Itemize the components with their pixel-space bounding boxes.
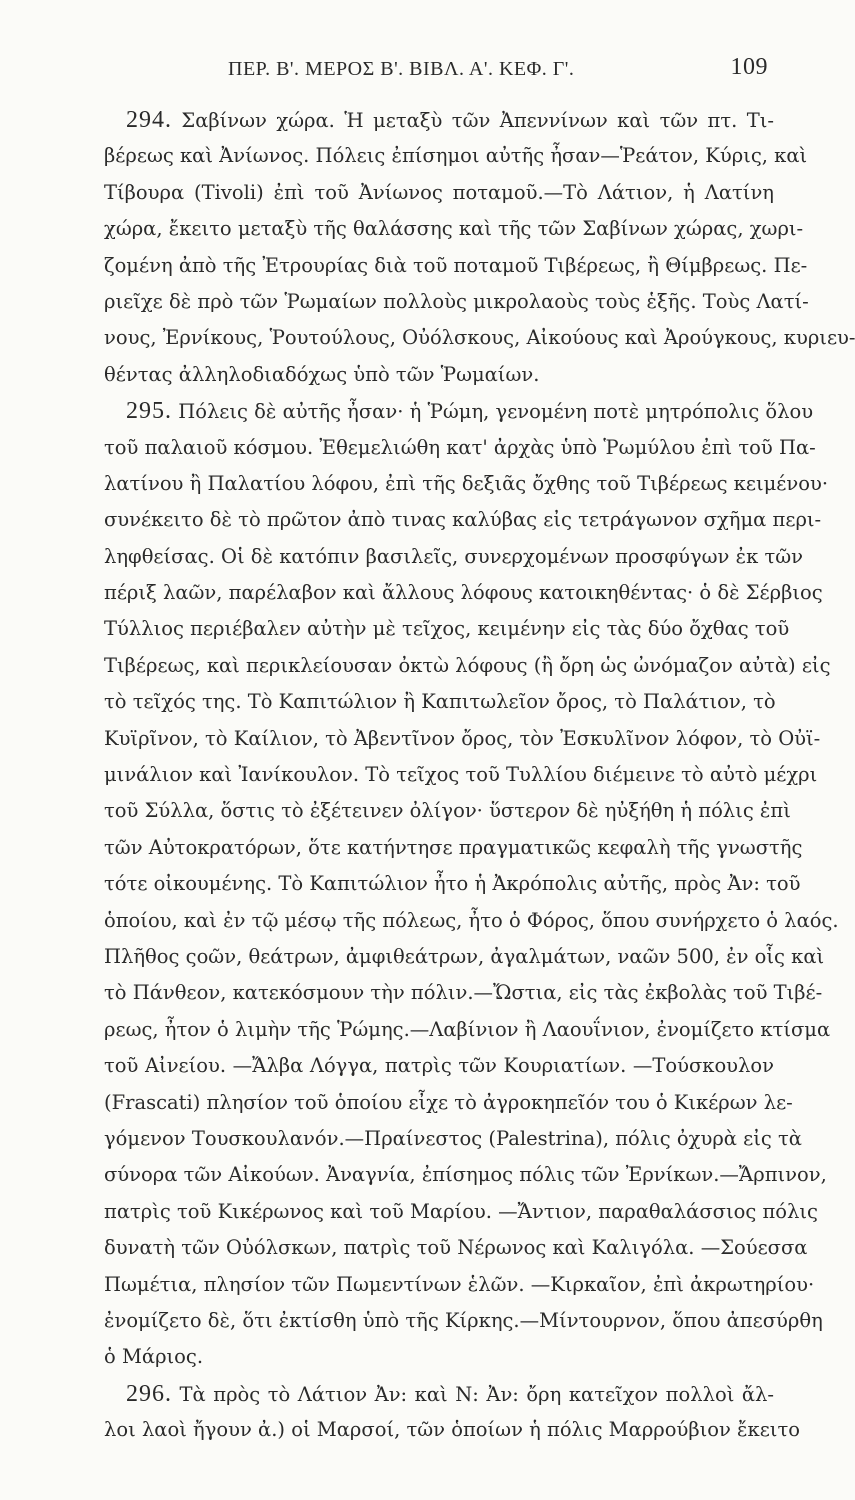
line-text: Σαβίνων χώρα. Ἡ μεταξὺ τῶν Ἀπεννίνων καὶ τῶν πτ. Τι- [172,109,774,132]
line-text: τότε οἰκουμένης. Τὸ Καπιτώλιον ἦτο ἡ Ἀκρόπολις αὐτῆς, πρὸς Ἀν: τοῦ [104,872,801,896]
text-line [104,575,823,611]
line-text: τοῦ Αἰνείου. —Ἄλβα Λόγγα, πατρὶς τῶν Κουριατίων. —Τούσκουλον [104,1054,774,1078]
line-text: ὁποίου, καὶ ἐν τῷ μέσῳ τῆς πόλεως, ἦτο ὁ Φόρος, ὅπου συνήρχετο ὁ λαός. [104,908,839,932]
line-text: Πόλεις δὲ αὐτῆς ἦσαν· ἡ Ῥώμη, γενομένη ποτὲ μητρόπολις ὅλου [172,400,814,424]
text-line [104,939,825,975]
line-text: Τύλλιος περιέβαλεν αὐτὴν μὲ τεῖχος, κειμένην εἰς τὰς δύο ὄχθας τοῦ [104,617,790,641]
line-text: Κυϊρῖνον, τὸ Καίλιον, τὸ Ἀβεντῖνον ὄρος, τὸν Ἐσκυλῖνον λόφον, τὸ Οὐϊ- [104,726,821,750]
line-text: ρεως, ἦτον ὁ λιμὴν τῆς Ῥώμης.—Λαβίνιον ἢ Λαουΐνιον, ἐνομίζετο κτίσμα [104,1017,831,1041]
paragraph-start-line [104,102,774,138]
text-line [104,684,774,720]
text-line [104,866,801,902]
line-text: ριεῖχε δὲ πρὸ τῶν Ῥωμαίων πολλοὺς μικρολαοὺς τοὺς ἑξῆς. Τοὺς Λατί- [104,289,809,313]
line-text: τοῦ Σύλλα, ὅστις τὸ ἐξέτεινεν ὀλίγον· ὕστερον δὲ ηὐξήθη ἡ πόλις ἐπὶ [104,799,791,823]
line-text: συνέκειτο δὲ τὸ πρῶτον ἀπὸ τινας καλύβας εἰς τετράγωνον σχῆμα περι- [104,508,822,532]
text-line [104,1157,827,1193]
text-line [104,1121,802,1157]
text-line [104,284,809,320]
section-number: 294. [126,107,172,133]
line-text: (Frascati) πλησίον τοῦ ὁποίου εἶχε τὸ ἀγροκηπεῖόν του ὁ Κικέρων λε- [104,1090,793,1114]
running-title: ΠΕΡ. Β'. ΜΕΡΟΣ Β'. ΒΙΒΛ. Α'. ΚΕΦ. Γ'. [228,58,575,80]
text-line [104,357,774,393]
page-header [108,54,768,90]
line-text: νους, Ἐρνίκους, Ῥουτούλους, Οὐόλσκους, Αἰκούους καὶ Ἀρούγκους, κυριευ- [104,326,855,350]
page-body [104,102,855,1448]
text-line [104,757,818,793]
line-text: τὸ τεῖχός της. Τὸ Καπιτώλιον ἢ Καπιτωλεῖον ὄρος, τὸ Παλάτιον, τὸ [104,690,776,714]
line-text: Τίβουρα (Tivoli) ἐπὶ τοῦ Ἀνίωνος ποταμοῦ.—Τὸ Λάτιον, ἡ Λατίνη [104,180,774,204]
text-line [104,211,804,247]
text-line [104,466,829,502]
line-text: Πλῆθος ςοῶν, θεάτρων, ἀμφιθεάτρων, ἀγαλμάτων, ναῶν 500, ἐν οἷς καὶ [104,944,825,968]
text-line [104,1012,831,1048]
line-text: Πωμέτια, πλησίον τῶν Πωμεντίνων ἑλῶν. —Κιρκαῖον, ἐπὶ ἀκρωτηρίου· [104,1272,815,1296]
line-text: ὁ Μάριος. [104,1345,204,1369]
text-line [104,793,791,829]
text-line [104,1230,808,1266]
text-line [104,1085,793,1121]
text-line [104,903,839,939]
paragraph-start-line [104,1376,774,1412]
text-line [104,502,822,538]
line-text: πατρὶς τοῦ Κικέρωνος καὶ τοῦ Μαρίου. —Ἄντιον, παραθαλάσσιος πόλις [104,1199,818,1223]
text-line [104,830,803,866]
line-text: πέριξ λαῶν, παρέλαβον καὶ ἄλλους λόφους κατοικηθέντας· ὁ δὲ Σέρβιος [104,581,823,605]
text-line [104,648,831,684]
line-text: Τιβέρεως, καὶ περικλείουσαν ὀκτὼ λόφους (ἢ ὄρη ὡς ὠνόμαζον αὐτὰ) εἰς [104,653,831,677]
line-text: σύνορα τῶν Αἰκούων. Ἀναγνία, ἐπίσημος πόλις τῶν Ἐρνίκων.—Ἄρπινον, [104,1163,827,1187]
line-text: τὸ Πάνθεον, κατεκόσμουν τὴν πόλιν.—Ὤστια, εἰς τὰς ἐκβολὰς τοῦ Τιβέ- [104,981,823,1005]
paragraph-start-line [104,393,814,429]
line-text: ζομένη ἀπὸ τῆς Ἐτρουρίας διὰ τοῦ ποταμοῦ Τιβέρεως, ἢ Θίμβρεως. Πε- [104,253,808,277]
text-line [104,539,804,575]
text-line [104,1194,818,1230]
line-text: λοι λαοὶ ἤγουν ἀ.) οἱ Μαρσοί, τῶν ὁποίων ἡ πόλις Μαρρούβιον ἔκειτο [104,1418,800,1442]
text-line [104,1267,815,1303]
line-text: λατίνου ἢ Παλατίου λόφου, ἐπὶ τῆς δεξιᾶς ὄχθης τοῦ Τιβέρεως κειμένου· [104,471,829,495]
text-line [104,1303,823,1339]
line-text: θέντας ἀλληλοδιαδόχως ὑπὸ τῶν Ῥωμαίων. [104,362,540,386]
text-line [104,320,855,356]
line-text: ληφθείσας. Οἱ δὲ κατόπιν βασιλεῖς, συνερχομένων προσφύγων ἐκ τῶν [104,544,804,568]
line-text: Τὰ πρὸς τὸ Λάτιον Ἀν: καὶ Ν: Ἀν: ὄρη κατεῖχον πολλοὶ ἄλ- [172,1382,774,1406]
text-line [104,1048,774,1084]
text-line [104,138,808,174]
line-text: ἐνομίζετο δὲ, ὅτι ἐκτίσθη ὑπὸ τῆς Κίρκης.—Μίντουρνον, ὅπου ἀπεσύρθη [104,1308,823,1332]
text-line [104,1339,774,1375]
line-text: χώρα, ἔκειτο μεταξὺ τῆς θαλάσσης καὶ τῆς τῶν Σαβίνων χώρας, χωρι- [104,217,804,241]
line-text: βέρεως καὶ Ἀνίωνος. Πόλεις ἐπίσημοι αὐτῆς ἦσαν—Ῥεάτον, Κύρις, καὶ [104,144,808,168]
line-text: τῶν Αὐτοκρατόρων, ὅτε κατήντησε πραγματικῶς κεφαλὴ τῆς γνωστῆς [104,835,803,859]
text-line [104,175,774,211]
text-line [104,248,808,284]
section-number: 295. [126,398,172,425]
text-line [104,721,821,757]
line-text: μινάλιον καὶ Ἰανίκουλον. Τὸ τεῖχος τοῦ Τυλλίου διέμεινε τὸ αὐτὸ μέχρι [104,763,818,787]
text-line [104,1412,800,1448]
line-text: τοῦ παλαιοῦ κόσμου. Ἐθεμελιώθη κατ' ἀρχὰς ὑπὸ Ῥωμύλου ἐπὶ τοῦ Πα- [104,435,816,459]
section-number: 296. [126,1380,172,1407]
text-line [104,975,823,1011]
line-text: δυνατὴ τῶν Οὐόλσκων, πατρὶς τοῦ Νέρωνος καὶ Καλιγόλα. —Σούεσσα [104,1236,808,1260]
text-line [104,430,816,466]
line-text: γόμενον Τουσκουλανόν.—Πραίνεστος (Palestrina), πόλις ὀχυρὰ εἰς τὰ [104,1126,802,1150]
text-line [104,611,790,647]
page-number: 109 [730,54,768,80]
